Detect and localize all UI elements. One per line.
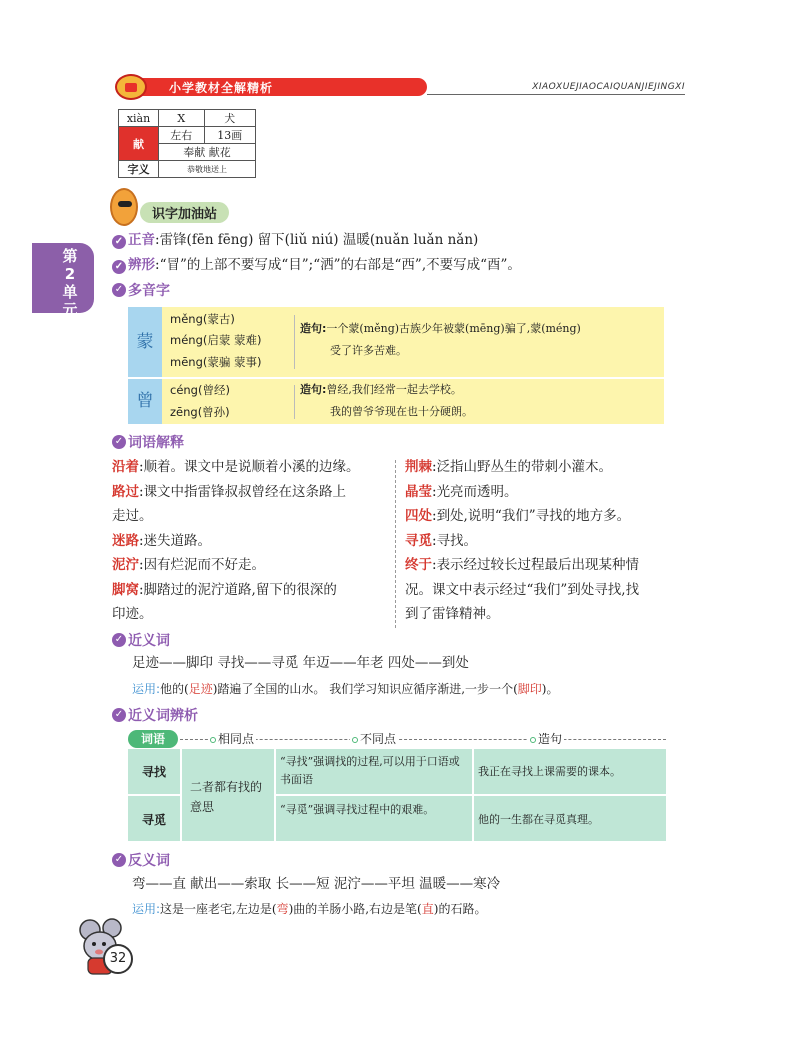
section-station [110,188,260,228]
poly-pron: méng(启蒙 蒙难) [170,333,262,347]
poly-ex-line: 受了许多苦难。 [330,344,407,357]
cmp-hline [128,794,180,796]
vocab-item: 终于:表示经过较长过程最后出现某种情 [405,557,640,573]
poly-ex-label: 造句 [300,383,322,396]
header-same: 相同点 [208,730,256,748]
synonym-pairs: 足迹——脚印 寻找——寻觅 年迈——年老 四处——到处 [132,655,469,671]
compare-header [128,730,666,748]
header-rule [427,94,685,95]
polyphone-title: 多音字 [128,283,170,299]
antonyms-title: 反义词 [128,853,170,869]
compare-same: 二者都有找的意思 [190,780,263,814]
antonym-usage: 运用:这是一座老宅,左边是(弯)曲的羊肠小路,右边是笔(直)的石路。 [132,902,487,916]
char-strokes: 13画 [204,127,255,144]
compare-diff: “寻找”强调找的过程,可以用于口语或书面语 [280,755,460,786]
check-icon: ✓ [112,708,126,722]
vocab-item: 四处:到处,说明“我们”寻找的地方多。 [405,508,631,524]
series-pinyin: XIAOXUEJIAOCAIQUANJIEJINGXI [532,82,685,92]
poly-pron: mēng(蒙骗 蒙事) [170,355,262,369]
big-character: 献 [119,127,159,161]
char-structure: 左右 [159,127,205,144]
book-logo-icon [115,74,147,100]
antonyms-heading [112,850,170,870]
compare-heading [112,705,198,725]
pronunciation-text: 雷锋(fēn fēng) 留下(liǔ niú) 温暖(nuǎn luǎn nǎn) [159,232,479,248]
cmp-vline [180,749,182,841]
vocab-item-cont: 况。课文中表示经过“我们”到处寻找,找 [405,581,640,598]
compare-table [128,749,666,841]
page-number: 32 [103,944,133,974]
unit-tab-label: 第2单元 [62,247,78,319]
vocab-title: 词语解释 [128,435,184,451]
page-header [115,74,685,100]
char-blank-radical: X [159,110,205,127]
poly-ex-line: 曾经,我们经常一起去学校。 [326,383,462,396]
header-diff: 不同点 [350,730,398,748]
vocab-item: 荆棘:泛指山野丛生的带刺小灌木。 [405,459,613,475]
char-radical: 犬 [204,110,255,127]
cmp-hline [274,794,666,796]
synonyms-title: 近义词 [128,633,170,649]
compare-title: 近义词辨析 [128,708,198,724]
compare-sentence: 我正在寻找上课需要的课本。 [478,765,621,778]
shape-label: 辨形 [128,257,155,273]
polyphone-table [128,307,664,424]
check-icon: ✓ [112,853,126,867]
pronunciation-label: 正音 [128,232,155,248]
char-words: 奉献 献花 [159,144,256,161]
header-sentence: 造句 [528,730,564,748]
compare-diff: “寻觅”强调寻找过程中的艰难。 [280,803,435,816]
poly-vline [294,385,295,419]
unit-tab [32,243,94,319]
compare-word: 寻觅 [142,813,167,827]
poly-pron: céng(曾经) [170,383,230,397]
vocab-item-cont: 印迹。 [112,606,153,622]
check-icon: ✓ [112,633,126,647]
poly-example: 造句:曾经,我们经常一起去学校。 [300,383,462,396]
dot-icon [530,737,536,743]
vocab-right-column [405,455,685,627]
series-title: 小学教材全解精析 [169,81,274,95]
vocab-item: 寻觅:寻找。 [405,532,478,549]
antonym-pairs: 弯——直 献出——索取 长——短 泥泞——平坦 温暖——寒冷 [132,876,501,892]
character-card [118,109,256,178]
synonym-usage: 运用:他的(足迹)踏遍了全国的山水。 我们学习知识应循序渐进,一步一个(脚印)。 [132,682,559,696]
vocab-item: 路过:课文中指雷锋叔叔曾经在这条路上 [112,483,347,500]
vocab-left-column [112,455,392,627]
poly-ex-line: 我的曾爷爷现在也十分硬朗。 [330,405,473,418]
vocab-item-cont: 到了雷锋精神。 [405,606,500,622]
compare-pill: 词语 [128,730,178,748]
poly-pron: měng(蒙古) [170,312,235,326]
char-meaning: 恭敬地送上 [159,161,256,178]
check-icon: ✓ [112,283,126,297]
compare-word: 寻找 [142,765,167,779]
station-title: 识字加油站 [140,202,229,223]
meaning-label: 字义 [119,161,159,178]
dot-icon [352,737,358,743]
dot-icon [210,737,216,743]
vocab-item: 晶莹:光亮而透明。 [405,483,518,500]
vocab-item: 沿着:顺着。课文中是说顺着小溪的边缘。 [112,459,360,475]
mascot-egg-icon [110,188,138,226]
compare-sentence: 他的一生都在寻觅真理。 [478,813,599,826]
check-icon: ✓ [112,260,126,274]
synonyms-heading [112,630,170,650]
vocab-item-cont: 走过。 [112,508,153,524]
shape-row: ✓ 辨形:“冒”的上部不要写成“目”;“洒”的右部是“西”,不要写成“酉”。 [112,253,692,277]
poly-char: 曾 [128,379,162,424]
poly-example: 造句:一个蒙(měng)古族少年被蒙(mēng)骗了,蒙(méng) [300,322,581,335]
poly-ex-label: 造句 [300,322,322,335]
vocab-item: 迷路:迷失道路。 [112,532,212,549]
vocab-item: 泥泞:因有烂泥而不好走。 [112,557,266,573]
poly-vline [294,315,295,369]
polyphone-heading [112,280,170,300]
check-icon: ✓ [112,435,126,449]
shape-text: “冒”的上部不要写成“目”;“洒”的右部是“西”,不要写成“酉”。 [159,257,521,273]
header-banner [137,78,427,96]
vocab-heading [112,432,184,452]
char-pinyin: xiàn [119,110,159,127]
poly-char: 蒙 [128,307,162,377]
poly-ex-line: 一个蒙(měng)古族少年被蒙(mēng)骗了,蒙(méng) [326,322,581,335]
vocab-item: 脚窝:脚踏过的泥泞道路,留下的很深的 [112,581,337,598]
vocab-divider [395,460,396,628]
check-icon: ✓ [112,235,126,249]
pronunciation-row: ✓ 正音:雷锋(fēn fēng) 留下(liǔ niú) 温暖(nuǎn luǎn nǎn) [112,228,672,252]
poly-pron: zēng(曾孙) [170,405,230,419]
